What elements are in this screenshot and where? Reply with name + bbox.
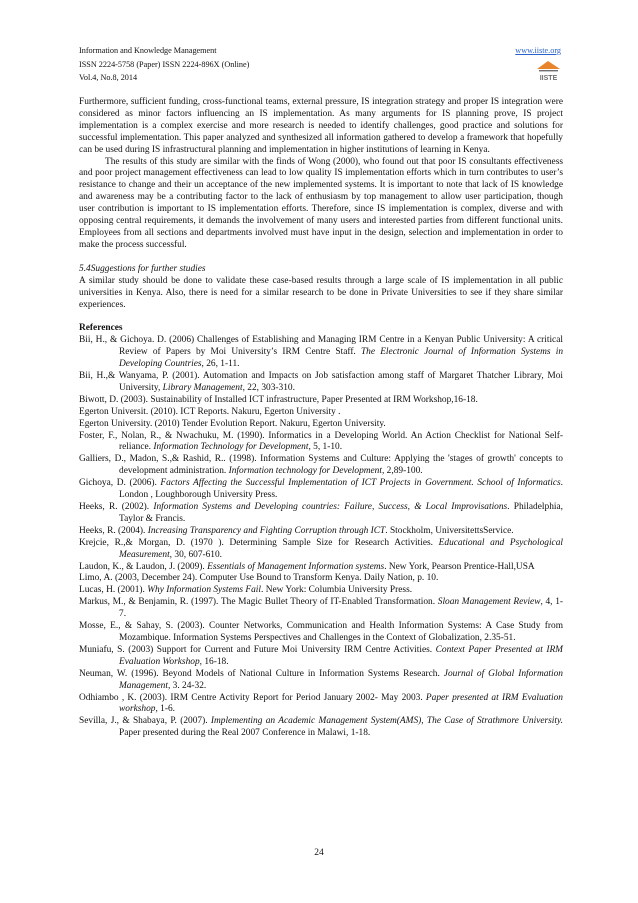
paragraph-1: Furthermore, sufficient funding, cross-functional teams, external pressure, IS integration strategy and proper IS integration were considered as minor factors influencing an IS implementation. As many arguments for IS planning prove, IS project implementation is a complex exercise and more research is needed to identify challenges, good practice and solutions for successful implementation. This paper analyzed and synthesized all information gathered to develop a framework that hopefully can be used during IS infrastructural planning and implementation in higher institutions of learning in Kenya. — [79, 97, 563, 155]
reference-details: . London , Loughborough University Press. — [119, 478, 563, 501]
reference-source-italic: Journal of Global Information Management — [119, 668, 563, 691]
reference-text: Galliers, D., Madon, S.,& Rashid, R.. (1998). Information Systems and Culture: Applying the 'stages of growth' concepts to development administration. — [79, 454, 563, 477]
reference-source-italic: Paper presented at IRM Evaluation workshop — [119, 692, 563, 715]
reference-source-italic: Information Technology for Development — [153, 442, 309, 453]
reference-source-italic: Sloan Management Review — [437, 597, 541, 608]
reference-details: , 1-6. — [155, 704, 175, 715]
reference-text: Egerton Universit. (2010). ICT Reports. Nakuru, Egerton University . — [79, 406, 341, 417]
reference-text: Heeks, R. (2002). — [79, 502, 154, 512]
reference-item — [79, 526, 563, 538]
reference-details: . Philadelphia, Taylor & Francis. — [119, 502, 563, 524]
reference-text: Bii, H.,& Wanyama, P. (2001). Automation and Impacts on Job satisfaction among staff of Margaret Thatcher Library, Moi University, — [79, 371, 563, 393]
reference-details: , 3. 24-32. — [167, 680, 207, 691]
reference-text: Egerton University. (2010) Tender Evolution Report. Nakuru, Egerton University. — [79, 418, 386, 429]
reference-details: 30, 607-610. — [172, 549, 223, 560]
reference-item — [79, 538, 563, 562]
reference-details: 2,89-100. — [384, 466, 423, 477]
reference-details: , 4, 1-7. — [119, 597, 563, 620]
section-title: 5.4Suggestions for further studies — [79, 263, 206, 274]
reference-source-italic: Factors Affecting the Successful Implementation of ICT Projects in Government. School of Informatics — [160, 478, 561, 489]
iiste-logo-icon — [535, 59, 562, 83]
reference-text: Markus, M., & Benjamin, R. (1997). The Magic Bullet Theory of IT-Enabled Transformation. — [79, 597, 438, 608]
issn-line: ISSN 2224-5758 (Paper) ISSN 2224-896X (Online) — [79, 59, 250, 69]
reference-item — [79, 478, 563, 502]
reference-text: Sevilla, J., & Shabaya, P. (2007). — [79, 716, 211, 727]
reference-text: Lucas, H. (2001). — [79, 585, 148, 596]
references-heading: References — [79, 323, 123, 334]
svg-text:IISTE: IISTE — [539, 75, 558, 82]
reference-item — [79, 431, 563, 455]
reference-source-italic: Essentials of Management Information systems — [207, 561, 385, 572]
reference-details: . New York: Columbia University Press. — [261, 585, 413, 596]
journal-name: Information and Knowledge Management — [79, 46, 217, 55]
reference-source-italic: Why Information Systems Fail — [147, 585, 262, 596]
page-number: 24 — [314, 848, 324, 858]
main-content — [79, 97, 563, 740]
reference-details: , 5, 1-10. — [308, 442, 343, 453]
reference-item — [79, 716, 563, 740]
reference-details: . New York, Pearson Prentice-Hall,USA — [384, 561, 535, 572]
reference-item — [79, 693, 563, 717]
reference-text: Neuman, W. (1996). Beyond Models of National Culture in Information Systems Research. — [79, 668, 444, 679]
reference-item — [79, 407, 563, 419]
reference-source-italic: Information Systems and Developing countries: Failure, Success, & Local Improvisations — [153, 502, 508, 512]
reference-source-italic: Implementing an Academic Management System(AMS), The Case of Strathmore University. — [210, 716, 564, 727]
reference-source-italic: Increasing Transparency and Fighting Corruption through ICT — [147, 525, 386, 536]
reference-source-italic: Context Paper Presented at IRM Evaluation Workshop — [119, 644, 563, 667]
reference-item — [79, 621, 563, 645]
reference-item — [79, 335, 563, 371]
reference-text: Muniafu, S. (2003) Support for Current and Future Moi University IRM Centre Activities. — [79, 644, 436, 655]
reference-details: , 22, 303-310. — [242, 382, 295, 393]
reference-details: , 16-18. — [199, 656, 229, 667]
reference-item — [79, 502, 563, 526]
reference-item — [79, 573, 563, 585]
reference-source-italic: Information technology for Development, — [228, 466, 385, 477]
journal-url-link[interactable]: www.iiste.org — [515, 46, 561, 55]
paragraph-3: A similar study should be done to validate these case-based results through a large scale of IS implementation in all public universities in Kenya. Also, there is need for a similar research to be done in Private Universities to see if they share similar experiences. — [79, 275, 563, 310]
reference-source-italic: The Electronic Journal of Information Systems in Developing Countries — [119, 347, 564, 370]
reference-text: Limo, A. (2003, December 24). Computer Use Bound to Transform Kenya. Daily Nation, p. 10. — [79, 573, 439, 584]
reference-item — [79, 419, 563, 431]
reference-source-italic: Library Management — [162, 382, 243, 393]
reference-item — [79, 371, 563, 395]
reference-text: Gichoya, D. (2006). — [79, 478, 161, 489]
reference-text: Laudon, K., & Laudon, J. (2009). — [79, 561, 208, 572]
reference-text: Mosse, E., & Sahay, S. (2003). Counter Networks, Communication and Health Information Systems: A Case Study from Mozambique. Information Systems Perspectives and Challenges in the Context of Globalization, 2.35-51. — [79, 621, 563, 643]
reference-item — [79, 562, 563, 574]
page-header — [79, 44, 563, 85]
reference-source-italic: Educational and Psychological Measurement, — [119, 537, 564, 560]
references-list — [79, 335, 563, 740]
reference-text: Foster, F., Nolan, R., & Nwachuku, M. (1990). Informatics in a Developing World. An Action Checklist for National Self-reliance. — [79, 430, 563, 453]
volume-line: Vol.4, No.8, 2014 — [79, 73, 138, 82]
reference-text: Heeks, R. (2004). — [79, 525, 148, 536]
reference-text: Odhiambo , K. (2003). IRM Centre Activity Report for Period January 2002- May 2003. — [79, 692, 426, 703]
reference-text: Krejcie, R.,& Morgan, D. (1970 ). Determining Sample Size for Research Activities. — [79, 537, 439, 548]
reference-item — [79, 669, 563, 693]
reference-item — [79, 585, 563, 597]
reference-item — [79, 645, 563, 669]
reference-item — [79, 454, 563, 478]
paragraph-2: The results of this study are similar with the finds of Wong (2000), who found out that poor IS consultants effectiveness and poor project management effectiveness can lead to low quality IS implementation efforts which in turn contributes to user’s resistance to change and their un acceptance of the new implemented systems. It is important to note that lack of IS knowledge and awareness may be a contributing factor to the lack of enthusiasm by top management to allow user participation, though user contribution is important to IS implementation efforts. Therefore, since IS implementation is complex, diverse and with opposing central requirements, it demands the involvement of many users and interested parties from different functional units. Employees from all sections and departments involved must have input in the design, selection and implementation in order to make the process successful. — [79, 156, 563, 250]
reference-item — [79, 395, 563, 407]
reference-details: Paper presented during the Real 2007 Conference in Malawi, 1-18. — [119, 728, 371, 739]
reference-text: Biwott, D. (2003). Sustainability of Installed ICT infrastructure, Paper Presented at IRM Workshop,16-18. — [79, 394, 478, 405]
reference-details: . Stockholm, UniversitettsService. — [385, 525, 514, 536]
reference-item — [79, 597, 563, 621]
reference-text: Bii, H., & Gichoya. D. (2006) Challenges of Establishing and Managing IRM Centre in a Kenyan Public University: A critical Review of Papers by Moi University’s IRM Centre Staff. — [79, 335, 563, 358]
reference-details: , 26, 1-11. — [201, 359, 240, 370]
